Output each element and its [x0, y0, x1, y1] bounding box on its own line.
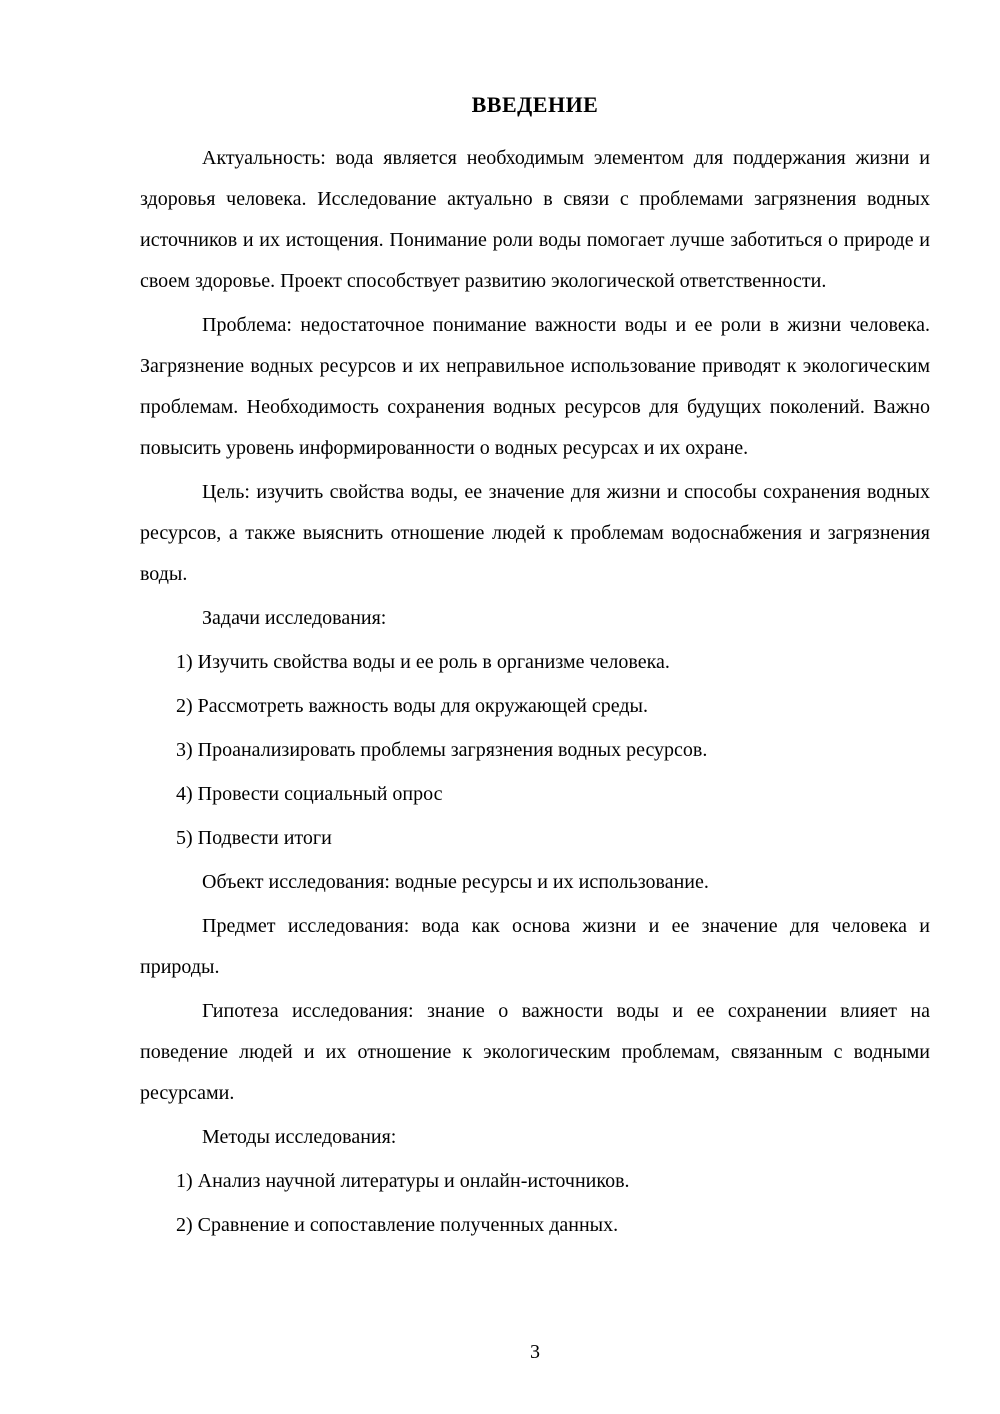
paragraph-relevance: Актуальность: вода является необходимым элементом для поддержания жизни и здоровья человека. Исследование актуально в связи с проблемами загрязнения водных источников и их истощения. Понимание роли воды помогает лучше заботиться о природе и своем здоровье. Проект способствует развитию экологической ответственности. — [140, 147, 930, 292]
paragraph-problem: Проблема: недостаточное понимание важности воды и ее роли в жизни человека. Загрязнение водных ресурсов и их неправильное использование приводят к экологическим проблемам. Необходимость сохранения водных ресурсов для будущих поколений. Важно повысить уровень информированности о водных ресурсах и их охране. — [140, 314, 930, 459]
page-number: 3 — [530, 1341, 540, 1363]
method-item-2: 2) Сравнение и сопоставление полученных данных. — [176, 1214, 619, 1236]
paragraph-hypothesis: Гипотеза исследования: знание о важности воды и ее сохранении влияет на поведение людей и их отношение к экологическим проблемам, связанным с водными ресурсами. — [140, 1000, 930, 1104]
task-item-4: 4) Провести социальный опрос — [176, 783, 443, 805]
paragraph-subject: Предмет исследования: вода как основа жизни и ее значение для человека и природы. — [140, 915, 930, 978]
task-item-3: 3) Проанализировать проблемы загрязнения водных ресурсов. — [176, 739, 708, 761]
methods-label: Методы исследования: — [202, 1126, 397, 1148]
tasks-label: Задачи исследования: — [202, 607, 387, 629]
paragraph-object: Объект исследования: водные ресурсы и их использование. — [202, 871, 709, 893]
paragraph-goal: Цель: изучить свойства воды, ее значение для жизни и способы сохранения водных ресурсов, а также выяснить отношение людей к проблемам водоснабжения и загрязнения воды. — [140, 481, 930, 585]
task-item-1: 1) Изучить свойства воды и ее роль в организме человека. — [176, 651, 670, 673]
task-item-5: 5) Подвести итоги — [176, 827, 332, 849]
task-item-2: 2) Рассмотреть важность воды для окружающей среды. — [176, 695, 648, 717]
section-heading: ВВЕДЕНИЕ — [471, 92, 599, 117]
method-item-1: 1) Анализ научной литературы и онлайн-источников. — [176, 1170, 630, 1192]
